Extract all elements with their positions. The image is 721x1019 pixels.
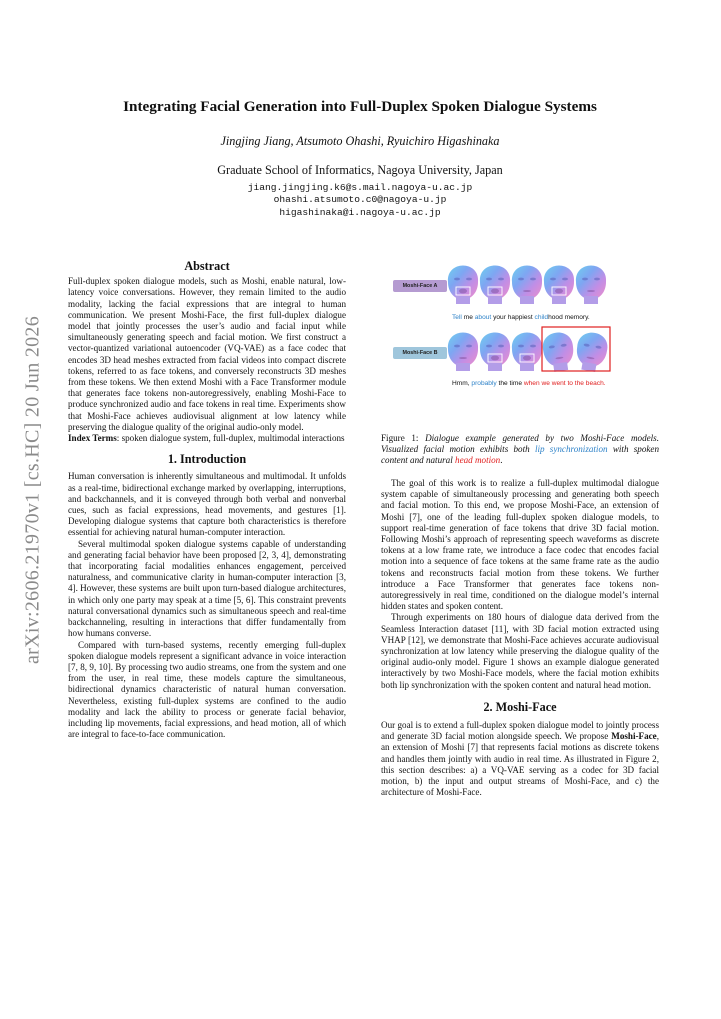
uttA-segment-2: about <box>474 314 492 321</box>
abstract-text: Full-duplex spoken dialogue models, such as Moshi, enable natural, low-latency voice conversations. However, they remain limited to the audio modality, lacking the facial expressions that are integral to human communication. We present Moshi-Face, the first full-duplex dialogue model that jointly processes the user’s audio and facial input while simultaneously generating speech and facial motion. We first construct a vector-quantized variational autoencoder (VQ-VAE) as a face codec that encodes 3D head meshes extracted from facial videos into compact discrete tokens, referred to as face tokens, and conversely reconstructs 3D meshes from these tokens. We then extend Moshi with a Face Transformer module that generates face tokens non-autoregressively, enabling Moshi-Face to produce synchronized audio and face tokens in real time. Experiments show that Moshi-Face achieves audiovisual alignment at low latency while preserving the dialogue quality of the original audio-only model. <box>68 276 346 432</box>
figure-1 <box>381 256 659 406</box>
uttA-segment-4: child <box>534 314 549 321</box>
email-2: ohashi.atsumoto.c0@nagoya-u.jp <box>273 194 447 206</box>
utterance-b <box>452 380 606 387</box>
author-list: Jingjing Jiang, Atsumoto Ohashi, Ryuichiro Higashinaka <box>220 134 500 148</box>
intro-paragraph-3: Compared with turn-based systems, recently emerging full-duplex spoken dialogue models represent a significant advance in voice interaction [7, 8, 9, 10]. By processing two audio streams, one from the system and one from the user, in real time, these models capture the simultaneous, bidirectional dynamics characteristic of natural human conversation. Nevertheless, existing full-duplex systems are confined to the audio modality and lack the ability to process or generate facial behavior, including lip movements, facial expressions, and head motion, all of which are integral to face-to-face communication. <box>68 639 346 740</box>
email-1: jiang.jingjing.k6@s.mail.nagoya-u.ac.jp <box>247 182 473 193</box>
section-2-paragraph: Our goal is to extend a full-duplex spoken dialogue model to jointly process and generate 3D facial motion alongside speech. We propose Moshi-Face, an extension of Moshi [7] that represents facial motions as discrete tokens and handles them jointly with audio in real time. As illustrated in Figure 2, this section describes: a) a VQ-VAE serving as a codec for 3D facial motion, b) the input and output streams of Moshi-Face, and c) the architecture of Moshi-Face. <box>381 720 659 798</box>
left-column <box>68 261 346 740</box>
right-column <box>381 478 659 798</box>
face-render-b-5 <box>573 330 609 373</box>
intro-paragraph-1: Human conversation is inherently simultaneous and multimodal. It unfolds as a real-time, bidirectional exchange marked by overlapping, interruptions, and backchannels, and it is conveyed through both verbal and nonverbal cues, such as facial expressions, head movements, and gestures [1]. Developing dialogue systems that capture both characteristics is therefore essential for achieving natural human-computer interaction. <box>68 471 346 538</box>
face-render-a-4 <box>544 266 574 305</box>
face-render-a-1 <box>448 266 478 305</box>
figure-1-caption: Figure 1: Dialogue example generated by two Moshi-Face models. Visualized facial motion exhibits both lip synchronization with spoken content and natural head motion. <box>381 433 659 466</box>
uttB-segment-0: Hmm, <box>452 380 472 387</box>
intro-paragraph-2: Several multimodal spoken dialogue systems capable of understanding and generating facial behavior have been proposed [2, 3, 4], demonstrating that incorporating facial modalities enhances engagement, perceived naturalness, and communicative clarity in human-computer interaction [3, 4]. However, these systems are built upon turn-based dialogue architectures, in which only one party may speak at a time [5, 6]. This constraint prevents natural conversational dynamics such as simultaneous speech and real-time backchanneling, resulting in interactions that differ fundamentally from how humans converse. <box>68 538 346 639</box>
abstract-heading: Abstract <box>184 259 230 273</box>
moshi-face-a-tag: Moshi-Face A <box>393 280 447 292</box>
face-render-b-2 <box>480 333 510 372</box>
section-2-heading: 2. Moshi-Face <box>483 699 557 714</box>
affiliation: Graduate School of Informatics, Nagoya University, Japan <box>217 163 503 177</box>
right-paragraph-2: Through experiments on 180 hours of dialogue data derived from the Seamless Interaction dataset [11], with 3D facial motion extracted using VHAP [12], we demonstrate that Moshi-Face achieves accurate audiovisual synchronization at low latency while preserving the dialogue quality of the original audio-only model. Figure 1 shows an example dialogue generated interactively by two Moshi-Face models, where the facial motion exhibits both lip synchronization with the spoken content and natural head motion. <box>381 612 659 690</box>
face-render-b-3 <box>512 333 542 372</box>
uttA-segment-0: Tell <box>452 314 462 321</box>
email-list <box>60 182 660 219</box>
face-render-a-2 <box>480 266 510 305</box>
paper-title: Integrating Facial Generation into Full-Duplex Spoken Dialogue Systems <box>123 98 597 115</box>
face-render-b-1 <box>448 333 478 372</box>
face-render-a-5 <box>576 266 606 305</box>
index-terms: Index Terms: spoken dialogue system, full-duplex, multimodal interactions <box>68 433 345 444</box>
right-paragraph-1: The goal of this work is to realize a full-duplex multimodal dialogue system capable of simultaneously processing and generating both speech and facial motion. To this end, we propose Moshi-Face, an extension of Moshi [7], one of the leading full-duplex spoken dialogue models, to support real-time generation of face tokens that drive 3D facial motion. Following Moshi’s approach of representing speech waveforms as discrete tokens at a low frame rate, we introduce a face codec that encodes facial motion into a sequence of face tokens at the same frame rate as the audio tokens and reconstructs facial motion from these tokens. We further introduce a Face Transformer that generates face tokens non-autoregressively in real time, conditioned on the dialogue model’s internal hidden states and spoken content. <box>381 478 659 612</box>
moshi-face-b-tag: Moshi-Face B <box>393 347 447 359</box>
uttA-segment-3: your happiest <box>491 314 535 321</box>
face-render-b-4 <box>541 331 576 373</box>
utterance-a <box>452 314 590 321</box>
uttB-segment-3: when we went to the beach. <box>523 380 606 387</box>
uttB-segment-2: the time <box>496 380 524 387</box>
face-render-a-3 <box>512 266 542 305</box>
arxiv-watermark: arXiv:2606.21970v1 [cs.HC] 20 Jun 2026 <box>21 315 44 665</box>
intro-heading: 1. Introduction <box>167 452 247 467</box>
uttA-segment-1: me <box>461 314 475 321</box>
uttA-segment-5: hood memory. <box>548 314 590 321</box>
email-3: higashinaka@i.nagoya-u.ac.jp <box>279 206 441 218</box>
uttB-segment-1: probably <box>471 380 497 387</box>
